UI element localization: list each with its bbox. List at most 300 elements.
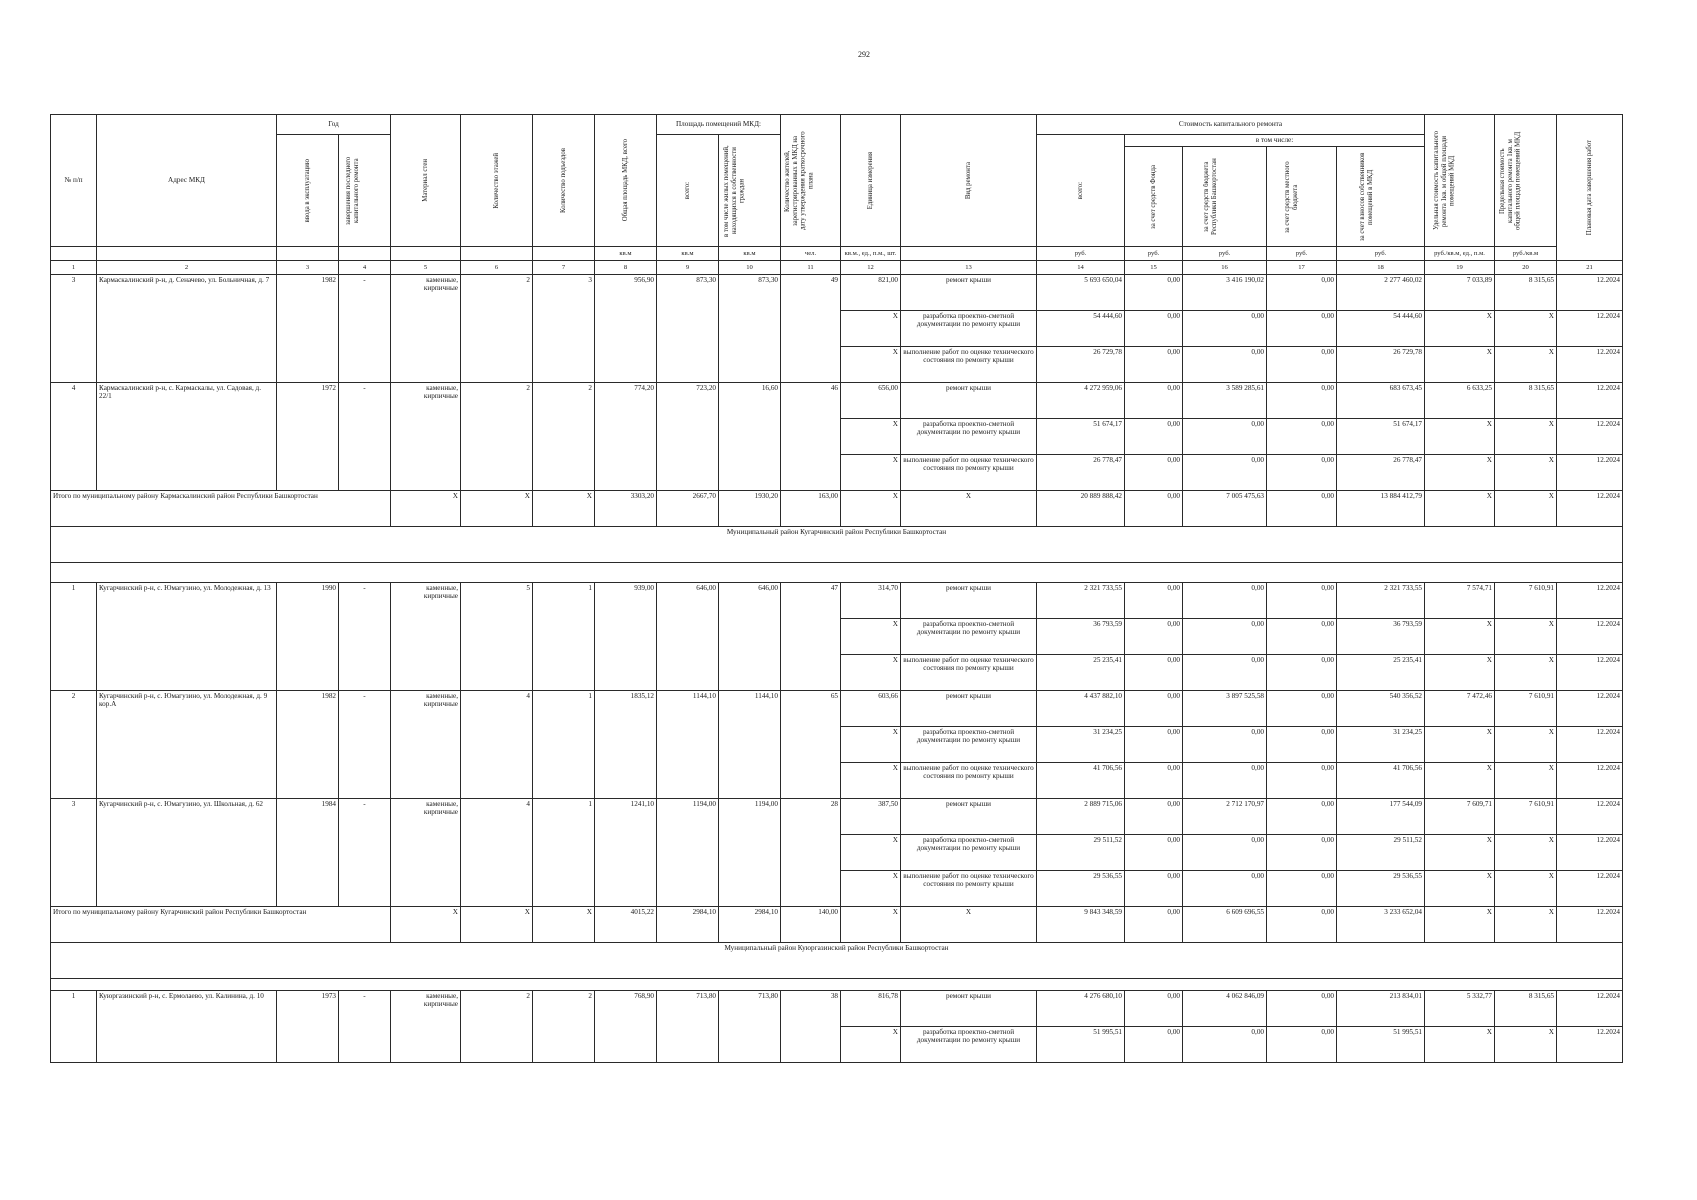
- page-number: 292: [858, 50, 870, 59]
- local-budget-cell: 0,00: [1267, 691, 1337, 727]
- entrances-cell: 1: [533, 799, 595, 907]
- area-cell: 1241,10: [595, 799, 657, 907]
- republic-budget-cell: 0,00: [1183, 419, 1267, 455]
- table-row: [51, 691, 1623, 727]
- header-unit-cost: Удельная стоимость капитального ремонта 1кв. м общей площади помещений МКД: [1425, 115, 1495, 247]
- premises-cell: 646,00: [657, 583, 719, 691]
- entrances-cell: 2: [533, 383, 595, 491]
- header-cost-total: всего:: [1037, 135, 1125, 247]
- work-type-cell: разработка проектно-сметной документации по ремонту крыши: [901, 835, 1037, 871]
- entrances-cell: 1: [533, 583, 595, 691]
- floors-cell: 4: [461, 799, 533, 907]
- owners-cell: 29 536,55: [1337, 871, 1425, 907]
- date-cell: 12.2024: [1557, 871, 1623, 907]
- cost-total-cell: 4 272 959,06: [1037, 383, 1125, 419]
- header-republic-budget: за счет средств бюджета Республики Башкортостан: [1183, 147, 1267, 247]
- x-cell: X: [1495, 1027, 1557, 1063]
- premises-cell: 713,80: [657, 991, 719, 1063]
- local-budget-cell: 0,00: [1267, 583, 1337, 619]
- max-cost-cell: 8 315,65: [1495, 275, 1557, 311]
- area-cell: 774,20: [595, 383, 657, 491]
- x-cell: X: [1495, 655, 1557, 691]
- colnum: 15: [1125, 261, 1183, 275]
- local-budget-cell: 0,00: [1267, 799, 1337, 835]
- date-cell: 12.2024: [1557, 1027, 1623, 1063]
- year-cell: 1973: [277, 991, 339, 1063]
- colnum: 16: [1183, 261, 1267, 275]
- date-cell: 12.2024: [1557, 455, 1623, 491]
- cost-total-cell: 2 889 715,06: [1037, 799, 1125, 835]
- header-cost: Стоимость капитального ремонта: [1037, 115, 1425, 135]
- fund-cell: 0,00: [1125, 799, 1183, 835]
- local-budget-cell: 0,00: [1267, 491, 1337, 527]
- local-budget-cell: 0,00: [1267, 727, 1337, 763]
- x-cell: X: [1425, 419, 1495, 455]
- year-cell: 1972: [277, 383, 339, 491]
- wall-cell: каменные, кирпичные: [391, 383, 461, 491]
- x-cell: X: [461, 907, 533, 943]
- wall-cell: каменные, кирпичные: [391, 691, 461, 799]
- work-type-cell: ремонт крыши: [901, 275, 1037, 311]
- x-cell: X: [1495, 727, 1557, 763]
- x-cell: X: [461, 491, 533, 527]
- qty-cell: 821,00: [841, 275, 901, 311]
- cost-total-cell: 26 729,78: [1037, 347, 1125, 383]
- capital-repair-table: [50, 114, 1623, 1063]
- fund-cell: 0,00: [1125, 907, 1183, 943]
- max-cost-cell: 7 610,91: [1495, 583, 1557, 619]
- x-cell: X: [1425, 347, 1495, 383]
- colnum: 10: [719, 261, 781, 275]
- max-cost-cell: 8 315,65: [1495, 991, 1557, 1027]
- republic-budget-cell: 0,00: [1183, 1027, 1267, 1063]
- x-cell: X: [841, 491, 901, 527]
- local-budget-cell: 0,00: [1267, 419, 1337, 455]
- colnum: 12: [841, 261, 901, 275]
- owners-cell: 51 674,17: [1337, 419, 1425, 455]
- year-cell: 1982: [277, 275, 339, 383]
- fund-cell: 0,00: [1125, 655, 1183, 691]
- unit-cost-cell: 7 574,71: [1425, 583, 1495, 619]
- spacer-row: [51, 979, 1623, 991]
- fund-cell: 0,00: [1125, 311, 1183, 347]
- owners-cell: 26 778,47: [1337, 455, 1425, 491]
- unit-19: руб./кв.м, ед., п.м.: [1425, 247, 1495, 261]
- fund-cell: 0,00: [1125, 455, 1183, 491]
- year-cell: 1990: [277, 583, 339, 691]
- header-premises-own: в том числе жилых помещений, находящихся в собственности граждан: [719, 135, 781, 247]
- x-cell: X: [901, 907, 1037, 943]
- unit-cost-cell: 7 472,46: [1425, 691, 1495, 727]
- last-repair-cell: -: [339, 991, 391, 1063]
- header-max-cost: Предельная стоимость капитального ремонта 1кв. м общей площади помещений МКД: [1495, 115, 1557, 247]
- fund-cell: 0,00: [1125, 871, 1183, 907]
- republic-budget-cell: 0,00: [1183, 727, 1267, 763]
- owners-cell: 36 793,59: [1337, 619, 1425, 655]
- work-type-cell: выполнение работ по оценке технического состояния по ремонту крыши: [901, 347, 1037, 383]
- residents-cell: 163,00: [781, 491, 841, 527]
- spacer-row: [51, 563, 1623, 583]
- colnum: 6: [461, 261, 533, 275]
- cost-total-cell: 41 706,56: [1037, 763, 1125, 799]
- x-cell: X: [1495, 491, 1557, 527]
- header-unit: Единица измерения: [841, 115, 901, 247]
- colnum: 7: [533, 261, 595, 275]
- entrances-cell: 2: [533, 991, 595, 1063]
- work-type-cell: ремонт крыши: [901, 691, 1037, 727]
- qty-cell: 314,70: [841, 583, 901, 619]
- unit-11: чел.: [781, 247, 841, 261]
- cost-total-cell: 31 234,25: [1037, 727, 1125, 763]
- unit-8: кв.м: [595, 247, 657, 261]
- total-row: [51, 907, 1623, 943]
- premises-own-cell: 2984,10: [719, 907, 781, 943]
- last-repair-cell: -: [339, 275, 391, 383]
- x-cell: X: [1425, 835, 1495, 871]
- colnum: 19: [1425, 261, 1495, 275]
- cost-total-cell: 29 536,55: [1037, 871, 1125, 907]
- units-row: [51, 247, 1623, 261]
- qty-cell: 387,50: [841, 799, 901, 835]
- republic-budget-cell: 0,00: [1183, 835, 1267, 871]
- entrances-cell: 1: [533, 691, 595, 799]
- republic-budget-cell: 2 712 170,97: [1183, 799, 1267, 835]
- owners-cell: 41 706,56: [1337, 763, 1425, 799]
- x-cell: X: [841, 347, 901, 383]
- colnum: 14: [1037, 261, 1125, 275]
- work-type-cell: ремонт крыши: [901, 991, 1037, 1027]
- work-type-cell: ремонт крыши: [901, 583, 1037, 619]
- date-cell: 12.2024: [1557, 619, 1623, 655]
- date-cell: 12.2024: [1557, 275, 1623, 311]
- area-cell: 939,00: [595, 583, 657, 691]
- date-cell: 12.2024: [1557, 727, 1623, 763]
- row-number: 1: [51, 991, 97, 1063]
- unit-18: руб.: [1337, 247, 1425, 261]
- header-plan-date: Плановая дата завершения работ: [1557, 115, 1623, 261]
- row-number: 3: [51, 799, 97, 907]
- header-row-1: [51, 115, 1623, 135]
- date-cell: 12.2024: [1557, 347, 1623, 383]
- fund-cell: 0,00: [1125, 991, 1183, 1027]
- last-repair-cell: -: [339, 799, 391, 907]
- work-type-cell: разработка проектно-сметной документации по ремонту крыши: [901, 419, 1037, 455]
- owners-cell: 26 729,78: [1337, 347, 1425, 383]
- cost-total-cell: 2 321 733,55: [1037, 583, 1125, 619]
- qty-cell: 603,66: [841, 691, 901, 727]
- table-row: [51, 583, 1623, 619]
- date-cell: 12.2024: [1557, 583, 1623, 619]
- fund-cell: 0,00: [1125, 619, 1183, 655]
- colnum: 17: [1267, 261, 1337, 275]
- fund-cell: 0,00: [1125, 691, 1183, 727]
- header-wall: Материал стен: [391, 115, 461, 247]
- fund-cell: 0,00: [1125, 275, 1183, 311]
- work-type-cell: разработка проектно-сметной документации по ремонту крыши: [901, 619, 1037, 655]
- local-budget-cell: 0,00: [1267, 655, 1337, 691]
- total-label: Итого по муниципальному району Кугарчинский район Республики Башкортостан: [51, 907, 391, 943]
- unit-cost-cell: 5 332,77: [1425, 991, 1495, 1027]
- x-cell: X: [1425, 655, 1495, 691]
- cost-total-cell: 4 437 882,10: [1037, 691, 1125, 727]
- address-cell: Кармаскалинский р-н, д. Сеначево, ул. Больничная, д. 7: [97, 275, 277, 383]
- local-budget-cell: 0,00: [1267, 1027, 1337, 1063]
- premises-own-cell: 713,80: [719, 991, 781, 1063]
- local-budget-cell: 0,00: [1267, 763, 1337, 799]
- header-fund: за счет средств Фонда: [1125, 147, 1183, 247]
- colnum: 8: [595, 261, 657, 275]
- local-budget-cell: 0,00: [1267, 455, 1337, 491]
- area-cell: 768,90: [595, 991, 657, 1063]
- owners-cell: 29 511,52: [1337, 835, 1425, 871]
- residents-cell: 46: [781, 383, 841, 491]
- header-year: Год: [277, 115, 391, 135]
- residents-cell: 140,00: [781, 907, 841, 943]
- local-budget-cell: 0,00: [1267, 871, 1337, 907]
- x-cell: X: [1495, 347, 1557, 383]
- x-cell: X: [841, 727, 901, 763]
- cost-total-cell: 51 995,51: [1037, 1027, 1125, 1063]
- x-cell: X: [841, 763, 901, 799]
- work-type-cell: разработка проектно-сметной документации по ремонту крыши: [901, 727, 1037, 763]
- x-cell: X: [1425, 455, 1495, 491]
- fund-cell: 0,00: [1125, 347, 1183, 383]
- max-cost-cell: 7 610,91: [1495, 691, 1557, 727]
- fund-cell: 0,00: [1125, 763, 1183, 799]
- x-cell: X: [1495, 455, 1557, 491]
- header-year-built: ввода в эксплуатацию: [277, 135, 339, 247]
- table-row: [51, 383, 1623, 419]
- republic-budget-cell: 0,00: [1183, 455, 1267, 491]
- work-type-cell: разработка проектно-сметной документации по ремонту крыши: [901, 1027, 1037, 1063]
- qty-cell: 816,78: [841, 991, 901, 1027]
- entrances-cell: 3: [533, 275, 595, 383]
- republic-budget-cell: 0,00: [1183, 347, 1267, 383]
- x-cell: X: [1495, 419, 1557, 455]
- colnum: 18: [1337, 261, 1425, 275]
- local-budget-cell: 0,00: [1267, 619, 1337, 655]
- colnum: 11: [781, 261, 841, 275]
- x-cell: X: [391, 907, 461, 943]
- owners-cell: 25 235,41: [1337, 655, 1425, 691]
- colnum: 4: [339, 261, 391, 275]
- header-local-budget: за счет средств местного бюджета: [1267, 147, 1337, 247]
- republic-budget-cell: 6 609 696,55: [1183, 907, 1267, 943]
- x-cell: X: [1425, 311, 1495, 347]
- header-num: № п/п: [51, 115, 97, 247]
- date-cell: 12.2024: [1557, 799, 1623, 835]
- work-type-cell: выполнение работ по оценке технического состояния по ремонту крыши: [901, 763, 1037, 799]
- header-year-last: завершения последнего капитального ремонта: [339, 135, 391, 247]
- unit-15: руб.: [1125, 247, 1183, 261]
- x-cell: X: [1495, 907, 1557, 943]
- x-cell: X: [533, 907, 595, 943]
- year-cell: 1982: [277, 691, 339, 799]
- fund-cell: 0,00: [1125, 583, 1183, 619]
- unit-12: кв.м., ед., п.м., шт.: [841, 247, 901, 261]
- colnum: 13: [901, 261, 1037, 275]
- local-budget-cell: 0,00: [1267, 347, 1337, 383]
- wall-cell: каменные, кирпичные: [391, 275, 461, 383]
- table-row: [51, 991, 1623, 1027]
- cost-total-cell: 29 511,52: [1037, 835, 1125, 871]
- date-cell: 12.2024: [1557, 311, 1623, 347]
- owners-cell: 683 673,45: [1337, 383, 1425, 419]
- address-cell: Кугарчинский р-н, с. Юмагузино, ул. Школьная, д. 62: [97, 799, 277, 907]
- work-type-cell: разработка проектно-сметной документации по ремонту крыши: [901, 311, 1037, 347]
- wall-cell: каменные, кирпичные: [391, 991, 461, 1063]
- year-cell: 1984: [277, 799, 339, 907]
- x-cell: X: [1495, 311, 1557, 347]
- x-cell: X: [841, 455, 901, 491]
- address-cell: Кармаскалинский р-н, с. Кармаскалы, ул. Садовая, д. 22/1: [97, 383, 277, 491]
- premises-own-cell: 1144,10: [719, 691, 781, 799]
- owners-cell: 3 233 652,04: [1337, 907, 1425, 943]
- address-cell: Кугарчинский р-н, с. Юмагузино, ул. Молодежная, д. 9 кор.А: [97, 691, 277, 799]
- fund-cell: 0,00: [1125, 1027, 1183, 1063]
- cost-total-cell: 51 674,17: [1037, 419, 1125, 455]
- row-number: 2: [51, 691, 97, 799]
- premises-cell: 1194,00: [657, 799, 719, 907]
- local-budget-cell: 0,00: [1267, 311, 1337, 347]
- row-number: 4: [51, 383, 97, 491]
- owners-cell: 13 884 412,79: [1337, 491, 1425, 527]
- unit-14: руб.: [1037, 247, 1125, 261]
- x-cell: X: [841, 419, 901, 455]
- republic-budget-cell: 0,00: [1183, 619, 1267, 655]
- unit-cost-cell: 6 633,25: [1425, 383, 1495, 419]
- x-cell: X: [841, 311, 901, 347]
- owners-cell: 177 544,09: [1337, 799, 1425, 835]
- premises-own-cell: 873,30: [719, 275, 781, 383]
- date-cell: 12.2024: [1557, 491, 1623, 527]
- unit-10: кв.м: [719, 247, 781, 261]
- local-budget-cell: 0,00: [1267, 991, 1337, 1027]
- header-entrances: Количество подъездов: [533, 115, 595, 247]
- work-type-cell: выполнение работ по оценке технического состояния по ремонту крыши: [901, 871, 1037, 907]
- republic-budget-cell: 3 897 525,58: [1183, 691, 1267, 727]
- x-cell: X: [1425, 907, 1495, 943]
- local-budget-cell: 0,00: [1267, 383, 1337, 419]
- local-budget-cell: 0,00: [1267, 275, 1337, 311]
- x-cell: X: [841, 835, 901, 871]
- x-cell: X: [1495, 763, 1557, 799]
- x-cell: X: [391, 491, 461, 527]
- x-cell: X: [901, 491, 1037, 527]
- premises-own-cell: 1194,00: [719, 799, 781, 907]
- unit-16: руб.: [1183, 247, 1267, 261]
- max-cost-cell: 7 610,91: [1495, 799, 1557, 835]
- last-repair-cell: -: [339, 383, 391, 491]
- unit-17: руб.: [1267, 247, 1337, 261]
- row-number: 1: [51, 583, 97, 691]
- cost-total-cell: 25 235,41: [1037, 655, 1125, 691]
- owners-cell: 51 995,51: [1337, 1027, 1425, 1063]
- work-type-cell: ремонт крыши: [901, 383, 1037, 419]
- colnum: 21: [1557, 261, 1623, 275]
- republic-budget-cell: 0,00: [1183, 655, 1267, 691]
- premises-own-cell: 16,60: [719, 383, 781, 491]
- cost-total-cell: 20 889 888,42: [1037, 491, 1125, 527]
- x-cell: X: [1495, 871, 1557, 907]
- address-cell: Куюргазинский р-н, с. Ермолаево, ул. Калинина, д. 10: [97, 991, 277, 1063]
- header-work-type: Вид ремонта: [901, 115, 1037, 247]
- cost-total-cell: 26 778,47: [1037, 455, 1125, 491]
- premises-cell: 723,20: [657, 383, 719, 491]
- unit-cost-cell: 7 033,89: [1425, 275, 1495, 311]
- republic-budget-cell: 7 005 475,63: [1183, 491, 1267, 527]
- x-cell: X: [1495, 835, 1557, 871]
- residents-cell: 47: [781, 583, 841, 691]
- area-cell: 3303,20: [595, 491, 657, 527]
- max-cost-cell: 8 315,65: [1495, 383, 1557, 419]
- x-cell: X: [841, 907, 901, 943]
- fund-cell: 0,00: [1125, 727, 1183, 763]
- x-cell: X: [841, 1027, 901, 1063]
- owners-cell: 213 834,01: [1337, 991, 1425, 1027]
- area-cell: 4015,22: [595, 907, 657, 943]
- cost-total-cell: 36 793,59: [1037, 619, 1125, 655]
- date-cell: 12.2024: [1557, 991, 1623, 1027]
- work-type-cell: выполнение работ по оценке технического состояния по ремонту крыши: [901, 655, 1037, 691]
- row-number: 3: [51, 275, 97, 383]
- fund-cell: 0,00: [1125, 419, 1183, 455]
- last-repair-cell: -: [339, 583, 391, 691]
- section-title: Муниципальный район Кугарчинский район Республики Башкортостан: [51, 527, 1623, 563]
- floors-cell: 2: [461, 383, 533, 491]
- local-budget-cell: 0,00: [1267, 907, 1337, 943]
- x-cell: X: [1425, 727, 1495, 763]
- last-repair-cell: -: [339, 691, 391, 799]
- table-row: [51, 799, 1623, 835]
- x-cell: X: [1495, 619, 1557, 655]
- premises-cell: 873,30: [657, 275, 719, 383]
- cost-total-cell: 5 693 650,04: [1037, 275, 1125, 311]
- colnum: 5: [391, 261, 461, 275]
- owners-cell: 31 234,25: [1337, 727, 1425, 763]
- floors-cell: 2: [461, 275, 533, 383]
- date-cell: 12.2024: [1557, 835, 1623, 871]
- date-cell: 12.2024: [1557, 907, 1623, 943]
- x-cell: X: [1425, 871, 1495, 907]
- republic-budget-cell: 3 589 285,61: [1183, 383, 1267, 419]
- premises-cell: 1144,10: [657, 691, 719, 799]
- colnum: 1: [51, 261, 97, 275]
- cost-total-cell: 54 444,60: [1037, 311, 1125, 347]
- header-total-area: Общая площадь МКД, всего: [595, 115, 657, 247]
- republic-budget-cell: 0,00: [1183, 583, 1267, 619]
- x-cell: X: [1425, 1027, 1495, 1063]
- floors-cell: 2: [461, 991, 533, 1063]
- cost-total-cell: 4 276 680,10: [1037, 991, 1125, 1027]
- republic-budget-cell: 0,00: [1183, 763, 1267, 799]
- date-cell: 12.2024: [1557, 383, 1623, 419]
- date-cell: 12.2024: [1557, 691, 1623, 727]
- owners-cell: 54 444,60: [1337, 311, 1425, 347]
- wall-cell: каменные, кирпичные: [391, 583, 461, 691]
- header-premises-total: всего:: [657, 135, 719, 247]
- colnum: 9: [657, 261, 719, 275]
- total-label: Итого по муниципальному району Кармаскалинский район Республики Башкортостан: [51, 491, 391, 527]
- republic-budget-cell: 0,00: [1183, 311, 1267, 347]
- colnum: 3: [277, 261, 339, 275]
- residents-cell: 28: [781, 799, 841, 907]
- header-address: Адрес МКД: [97, 115, 277, 247]
- owners-cell: 2 277 460,02: [1337, 275, 1425, 311]
- wall-cell: каменные, кирпичные: [391, 799, 461, 907]
- date-cell: 12.2024: [1557, 419, 1623, 455]
- republic-budget-cell: 3 416 190,02: [1183, 275, 1267, 311]
